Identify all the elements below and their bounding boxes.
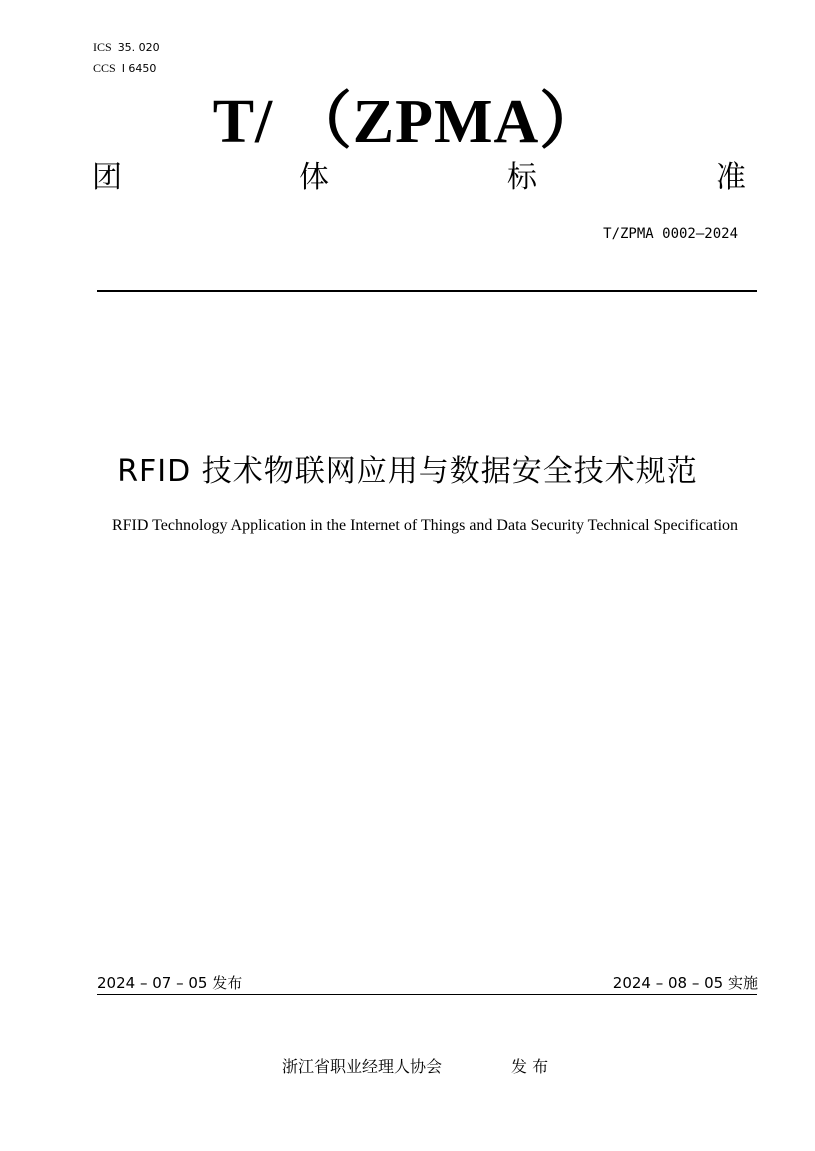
standard-type-char-2: 体 [299,160,329,195]
title-english: RFID Technology Application in the Internet of Things and Data Security Technical Specification [111,517,739,534]
issue-date: 2024 – 07 – 05 发布 [97,974,243,992]
ics-code [93,40,160,55]
footer-divider [97,994,757,995]
implementation-date: 2024 – 08 – 05 实施 [612,974,758,992]
ics-value: 35. 020 [117,41,160,54]
ccs-label: CCS [93,61,116,75]
header-divider [97,290,757,292]
standard-type-char-3: 标 [507,160,537,195]
ccs-value: I 6450 [121,62,157,75]
standard-number: T/ZPMA 0002—2024 [603,226,738,242]
standard-type-char-4: 准 [716,160,746,195]
ccs-code [93,61,156,76]
standard-type-char-1: 团 [92,160,122,195]
ics-label: ICS [93,40,112,54]
title-chinese: RFID 技术物联网应用与数据安全技术规范 [117,454,698,489]
publish-label: 发 布 [511,1057,549,1076]
standard-masthead: T/ （ZPMA） [212,88,603,156]
publisher-name: 浙江省职业经理人协会 [282,1057,443,1076]
